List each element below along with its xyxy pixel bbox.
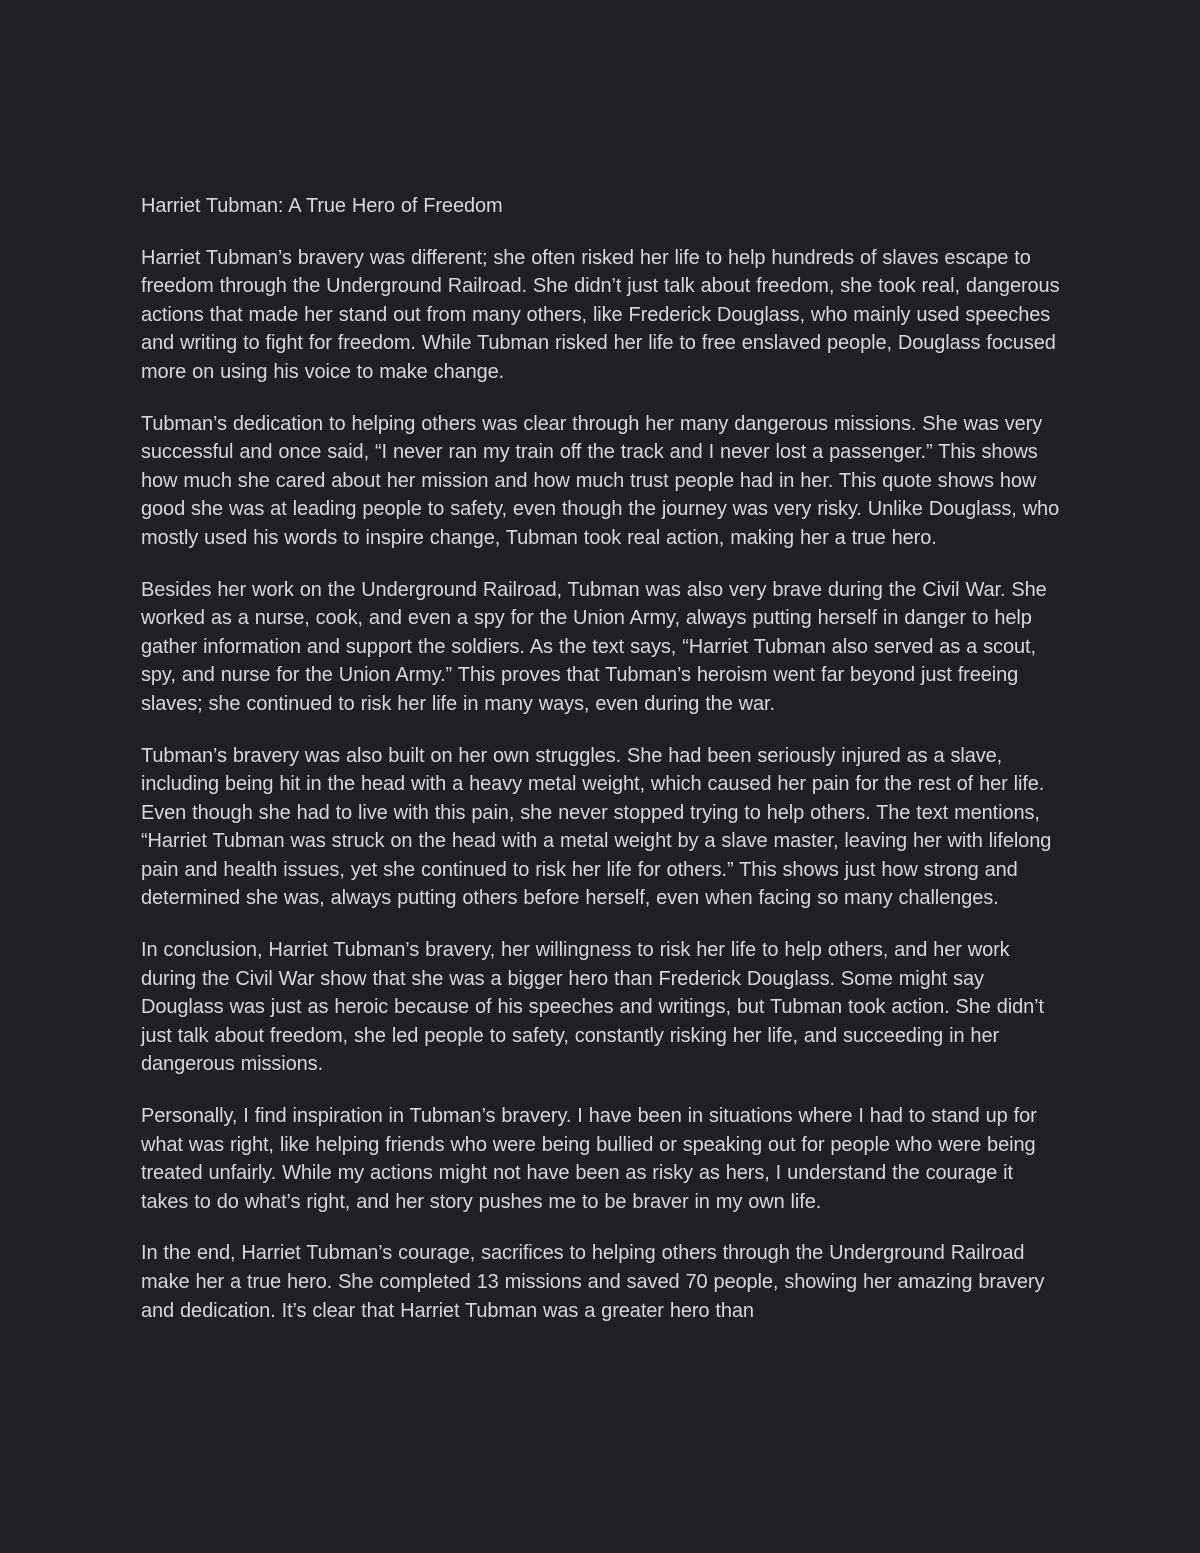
paragraph-3: Besides her work on the Underground Railroad, Tubman was also very brave during the Civil War. She worked as a nurse, cook, and even a spy for the Union Army, always putting herself in danger to help gather information and support the soldiers. As the text says, “Harriet Tubman also served as a scout, spy, and nurse for the Union Army.” This proves that Tubman’s heroism went far beyond just freeing slaves; she continued to risk her life in many ways, even during the war. xyxy=(141,578,1047,715)
paragraph-5: In conclusion, Harriet Tubman’s bravery, her willingness to risk her life to help others, and her work during the Civil War show that she was a bigger hero than Frederick Douglass. Some might say Douglass was just as heroic because of his speeches and writings, but Tubman took action. She didn’t just talk about freedom, she led people to safety, constantly risking her life, and succeeding in her dangerous missions. xyxy=(141,939,1044,1076)
paragraph-1: Harriet Tubman’s bravery was different; she often risked her life to help hundreds of slaves escape to freedom through the Underground Railroad. She didn’t just talk about freedom, she took real, dangerous actions that made her stand out from many others, like Frederick Douglass, who mainly used speeches and writing to fight for freedom. While Tubman risked her life to free enslaved people, Douglass focused more on using his voice to make change. xyxy=(141,246,1060,383)
paragraph-2: Tubman’s dedication to helping others was clear through her many dangerous missions. She was very successful and once said, “I never ran my train off the track and I never lost a passenger.” This shows how much she cared about her mission and how much trust people had in her. This quote shows how good she was at leading people to safety, even though the journey was very risky. Unlike Douglass, who mostly used his words to inspire change, Tubman took real action, making her a true hero. xyxy=(141,412,1060,549)
paragraph-6: Personally, I find inspiration in Tubman’s bravery. I have been in situations where I had to stand up for what was right, like helping friends who were being bullied or speaking out for people who were being treated unfairly. While my actions might not have been as risky as hers, I understand the courage it takes to do what’s right, and her story pushes me to be braver in my own life. xyxy=(141,1105,1037,1213)
document-title: Harriet Tubman: A True Hero of Freedom xyxy=(141,195,503,217)
document-body xyxy=(141,192,1066,1348)
paragraph-7: In the end, Harriet Tubman’s courage, sacrifices to helping others through the Underground Railroad make her a true hero. She completed 13 missions and saved 70 people, showing her amazing bravery and dedication. It’s clear that Harriet Tubman was a greater hero than xyxy=(141,1242,1045,1322)
paragraph-4: Tubman’s bravery was also built on her own struggles. She had been seriously injured as a slave, including being hit in the head with a heavy metal weight, which caused her pain for the rest of her life. Even though she had to live with this pain, she never stopped trying to help others. The text mentions, “Harriet Tubman was struck on the head with a metal weight by a slave master, leaving her with lifelong pain and health issues, yet she continued to risk her life for others.” This shows just how strong and determined she was, always putting others before herself, even when facing so many challenges. xyxy=(141,744,1052,910)
